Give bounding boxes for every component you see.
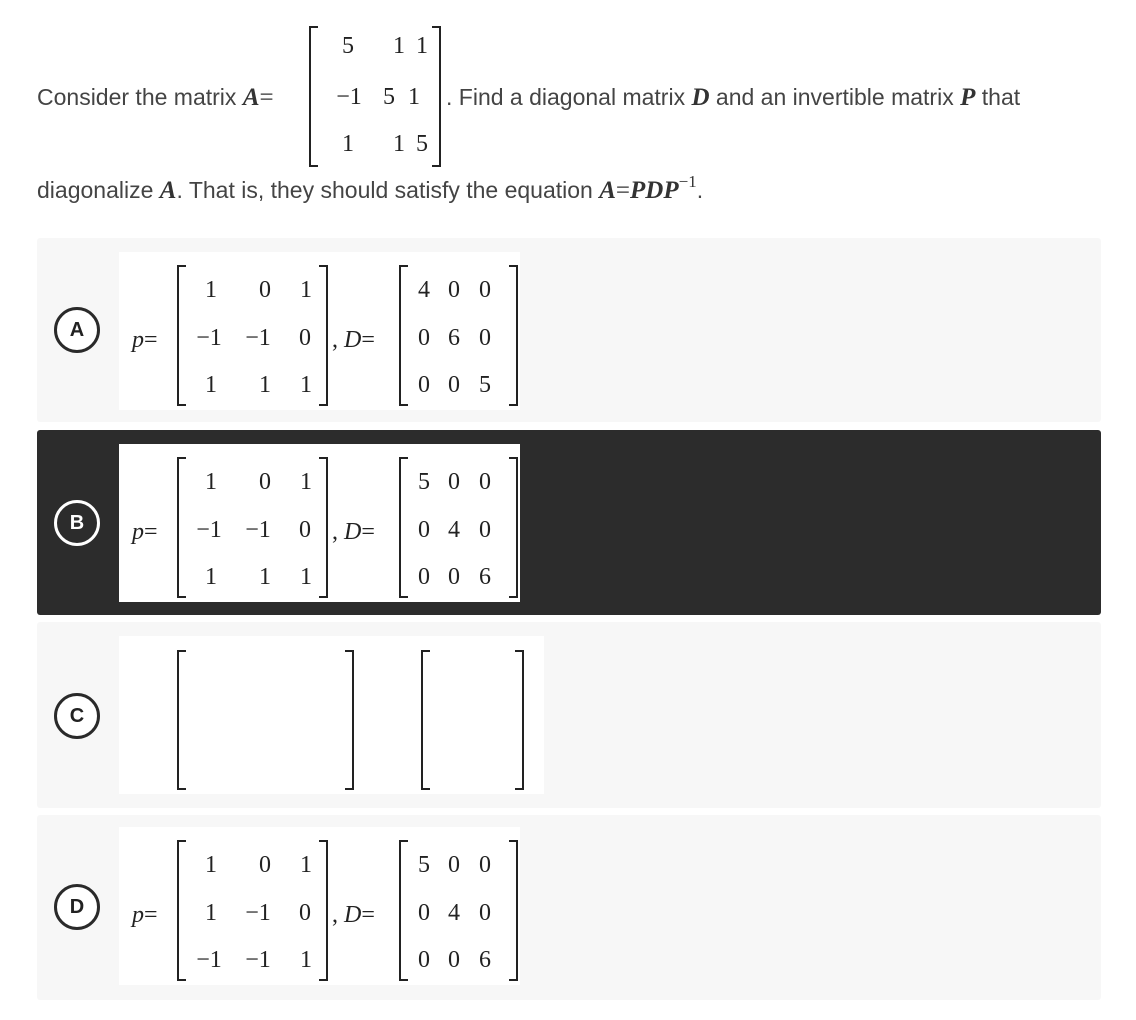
matrix-cell: −1 [196, 517, 222, 543]
matrix-cell: 0 [479, 900, 491, 926]
matrix-cell: 6 [448, 325, 460, 351]
matrix-cell: 4 [448, 517, 460, 543]
d-label: , D= [332, 902, 375, 928]
matrix-cell: 5 [383, 84, 395, 110]
matrix-cell: 1 [393, 33, 405, 59]
matrix-cell: −1 [245, 325, 271, 351]
matrix-cell: 5 [416, 131, 428, 157]
matrix-cell: 1 [259, 372, 271, 398]
var-p: P [960, 84, 976, 111]
matrix-p [177, 840, 328, 981]
matrix-cell: 1 [300, 277, 312, 303]
question-text-rest: . Find a diagonal matrix D and an invertible matrix P that [446, 84, 1021, 111]
option-b[interactable] [37, 430, 1101, 615]
matrix-cell: 4 [418, 277, 430, 303]
matrix-cell: −1 [245, 900, 271, 926]
p-label: p= [132, 327, 158, 353]
matrix-cell: 5 [342, 33, 354, 59]
matrix-cell: 1 [393, 131, 405, 157]
d-label: , D= [332, 327, 375, 353]
option-c-answer [119, 636, 544, 794]
matrix-cell: 0 [418, 325, 430, 351]
matrix-cell: 1 [205, 372, 217, 398]
matrix-cell: 0 [418, 517, 430, 543]
matrix-cell: 0 [448, 564, 460, 590]
matrix-cell: 0 [259, 852, 271, 878]
matrix-cell: 0 [418, 372, 430, 398]
matrix-p [177, 265, 328, 406]
matrix-cell: 1 [205, 852, 217, 878]
matrix-cell: 0 [479, 469, 491, 495]
matrix-cell: −1 [245, 517, 271, 543]
matrix-cell: 0 [448, 277, 460, 303]
matrix-d [399, 457, 518, 598]
matrix-cell: 0 [479, 852, 491, 878]
matrix-cell: 0 [448, 852, 460, 878]
var-a: A [242, 84, 260, 111]
matrix-d [399, 265, 518, 406]
matrix-cell: 1 [300, 564, 312, 590]
matrix-cell: 1 [205, 469, 217, 495]
option-letter-c[interactable]: C [54, 693, 100, 739]
matrix-p [177, 457, 328, 598]
var-d: D [691, 84, 710, 111]
matrix-cell: −1 [196, 947, 222, 973]
matrix-cell: 0 [259, 277, 271, 303]
equation-rhs: PDP [630, 177, 679, 204]
option-d[interactable] [37, 815, 1101, 1000]
matrix-cell: 1 [300, 372, 312, 398]
equation-exponent: −1 [678, 172, 697, 191]
matrix-bracket-left [309, 26, 318, 167]
matrix-cell: 5 [418, 469, 430, 495]
matrix-cell: 0 [418, 564, 430, 590]
matrix-cell: 1 [205, 277, 217, 303]
matrix-cell: 6 [479, 564, 491, 590]
matrix-a [309, 26, 441, 167]
matrix-cell: 0 [479, 517, 491, 543]
matrix-cell: −1 [196, 325, 222, 351]
matrix-cell: 5 [418, 852, 430, 878]
matrix-cell: 0 [259, 469, 271, 495]
option-letter-a[interactable]: A [54, 307, 100, 353]
equation-lhs: A [599, 177, 616, 204]
matrix-cell: 0 [448, 372, 460, 398]
matrix-cell: −1 [245, 947, 271, 973]
matrix-cell: 0 [479, 325, 491, 351]
question-stem [0, 0, 1136, 215]
option-a-answer [119, 252, 520, 410]
matrix-cell: 1 [342, 131, 354, 157]
matrix-cell: 1 [259, 564, 271, 590]
matrix-cell: 1 [300, 469, 312, 495]
matrix-d-empty [421, 650, 524, 790]
matrix-cell: 1 [416, 33, 428, 59]
matrix-cell: 1 [408, 84, 420, 110]
matrix-cell: 0 [448, 469, 460, 495]
option-letter-d[interactable]: D [54, 884, 100, 930]
matrix-cell: 0 [299, 517, 311, 543]
matrix-cell: 5 [479, 372, 491, 398]
matrix-cell: 0 [418, 900, 430, 926]
option-d-answer [119, 827, 520, 985]
matrix-cell: 0 [299, 325, 311, 351]
matrix-cell: 1 [300, 947, 312, 973]
question-text-line2: diagonalize A. That is, they should satisfy the equation $A=PDP^{-1}$. [37, 172, 704, 204]
matrix-cell: 0 [418, 947, 430, 973]
d-label: , D= [332, 519, 375, 545]
matrix-cell: 6 [479, 947, 491, 973]
p-label: p= [132, 519, 158, 545]
option-b-answer [119, 444, 520, 602]
option-a[interactable] [37, 238, 1101, 422]
matrix-d [399, 840, 518, 981]
matrix-cell: −1 [336, 84, 362, 110]
matrix-p-empty [177, 650, 354, 790]
matrix-cell: 0 [448, 947, 460, 973]
matrix-cell: 0 [479, 277, 491, 303]
p-label: p= [132, 902, 158, 928]
matrix-cell: 1 [300, 852, 312, 878]
matrix-cell: 0 [299, 900, 311, 926]
matrix-cell: 1 [205, 564, 217, 590]
option-letter-b[interactable]: B [54, 500, 100, 546]
question-text-intro: Consider the matrix A= [37, 84, 274, 111]
option-c[interactable] [37, 622, 1101, 808]
matrix-cell: 1 [205, 900, 217, 926]
matrix-cell: 4 [448, 900, 460, 926]
